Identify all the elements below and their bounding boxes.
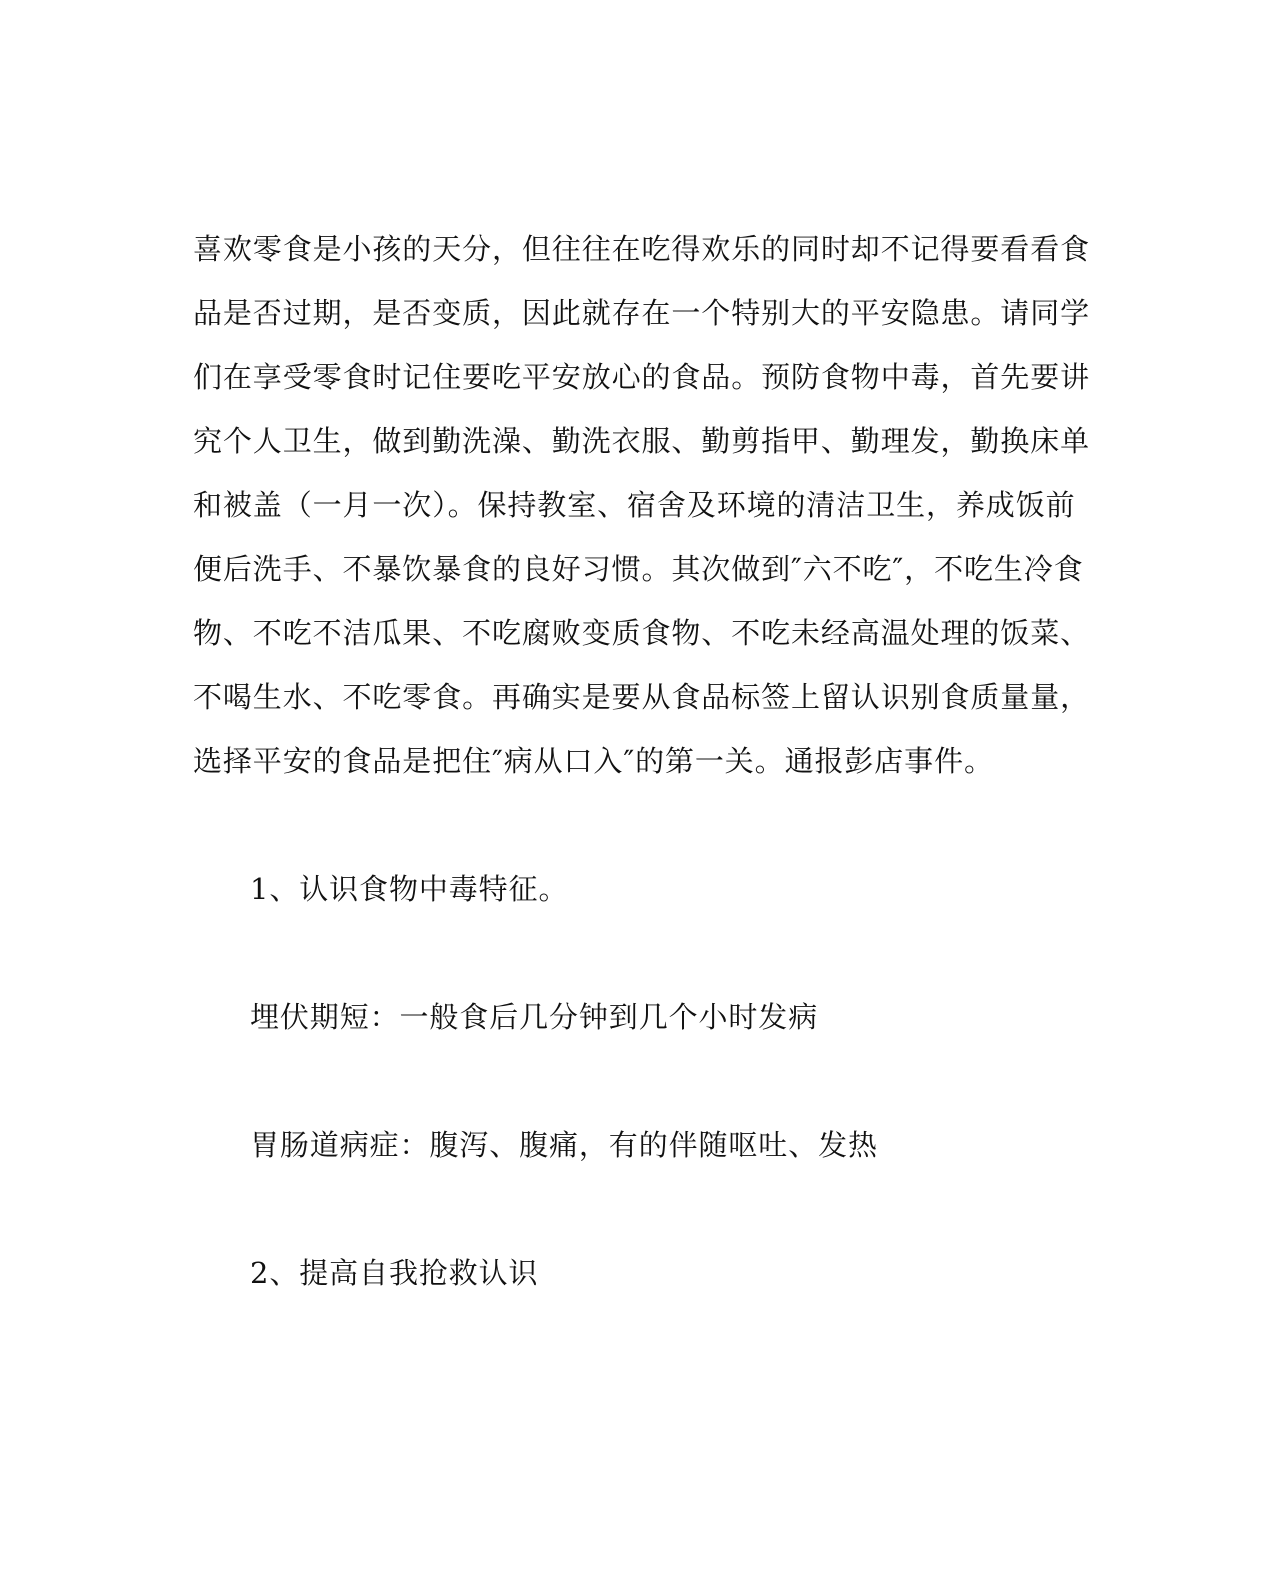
paragraph-line: 品是否过期，是否变质，因此就存在一个特别大的平安隐患。请同学 bbox=[193, 296, 1091, 330]
paragraph-line: 不喝生水、不吃零食。再确实是要从食品标签上留认识别食质量量， bbox=[193, 680, 1091, 714]
paragraph-line: 便后洗手、不暴饮暴食的良好习惯。其次做到″六不吃″，不吃生冷食 bbox=[193, 552, 1084, 586]
incubation-line: 埋伏期短：一般食后几分钟到几个小时发病 bbox=[250, 1000, 819, 1034]
paragraph-line: 究个人卫生，做到勤洗澡、勤洗衣服、勤剪指甲、勤理发，勤换床单 bbox=[193, 424, 1091, 458]
section-heading-1: 1、认识食物中毒特征。 bbox=[250, 872, 569, 906]
paragraph-line: 们在享受零食时记住要吃平安放心的食品。预防食物中毒，首先要讲 bbox=[193, 360, 1091, 394]
paragraph-line: 喜欢零食是小孩的天分，但往往在吃得欢乐的同时却不记得要看看食 bbox=[193, 232, 1091, 266]
paragraph-line: 选择平安的食品是把住″病从口入″的第一关。通报彭店事件。 bbox=[193, 744, 994, 778]
section-heading-2: 2、提高自我抢救认识 bbox=[250, 1256, 539, 1290]
symptoms-line: 胃肠道病症：腹泻、腹痛，有的伴随呕吐、发热 bbox=[250, 1128, 878, 1162]
paragraph-line: 物、不吃不洁瓜果、不吃腐败变质食物、不吃未经高温处理的饭菜、 bbox=[193, 616, 1091, 650]
paragraph-line: 和被盖（一月一次）。保持教室、宿舍及环境的清洁卫生，养成饭前 bbox=[193, 488, 1076, 522]
